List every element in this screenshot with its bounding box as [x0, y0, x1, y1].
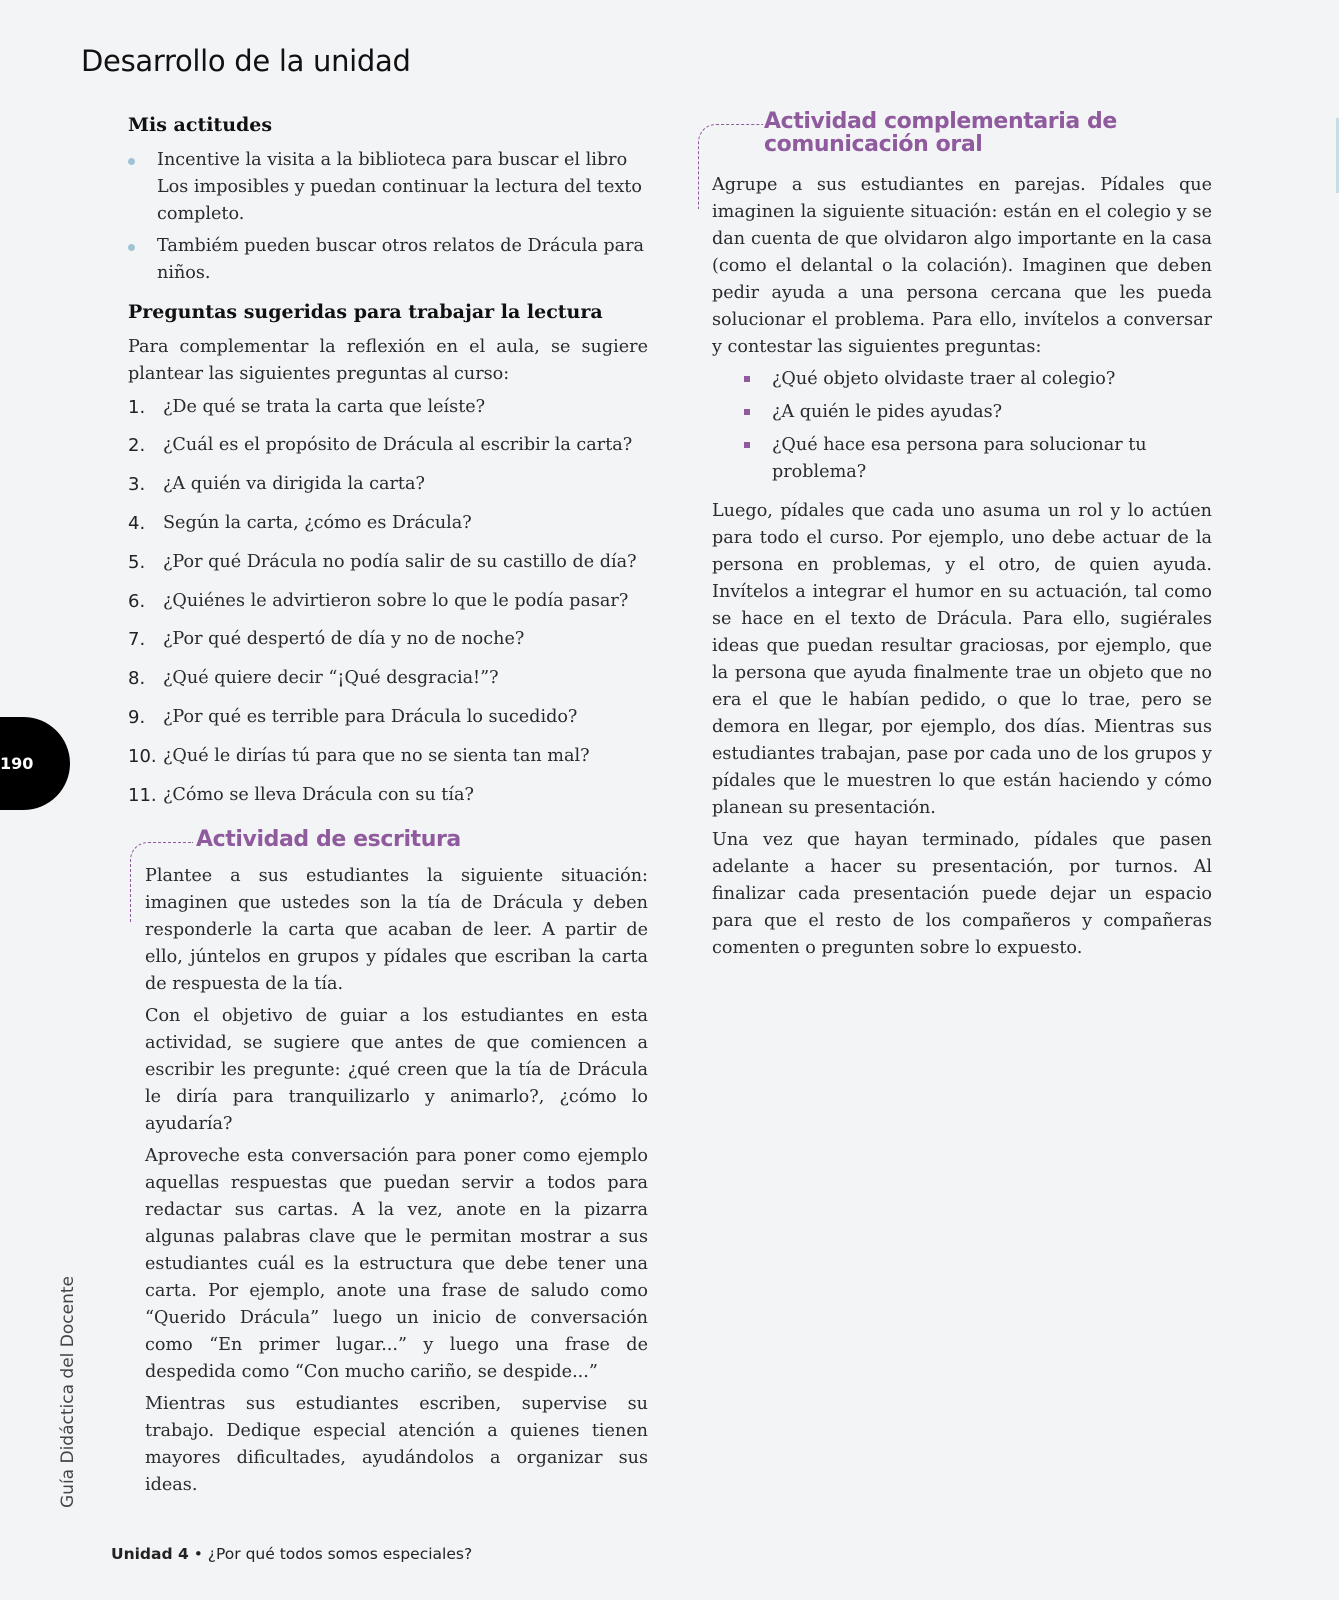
escritura-paragraph: Mientras sus estudiantes escriben, supervise su trabajo. Dedique especial atención a quienes tienen mayores dificultades, ayudándolos a organizar sus ideas. [145, 1394, 648, 1496]
oral-question-list [712, 366, 1212, 486]
question-list [128, 394, 648, 821]
question-number: 2. [128, 435, 146, 457]
dashed-bracket [698, 124, 763, 209]
question-number: 8. [128, 668, 146, 690]
question-number: 9. [128, 706, 146, 728]
question-text: ¿A quién va dirigida la carta? [163, 474, 425, 495]
question-text: ¿Cuál es el propósito de Drácula al escribir la carta? [163, 435, 633, 456]
page-title: Desarrollo de la unidad [81, 44, 411, 78]
question-number: 4. [128, 512, 146, 534]
left-column [128, 110, 648, 1504]
list-item [128, 147, 648, 228]
footer-title: ¿Por qué todos somos especiales? [207, 1545, 473, 1563]
question-item [128, 432, 648, 471]
list-item [744, 432, 1212, 486]
question-item [128, 626, 648, 665]
page-number-tab [0, 717, 70, 810]
mis-actitudes-heading: Mis actitudes [128, 114, 273, 136]
oral-title-line: Actividad complementaria de [764, 109, 1117, 134]
square-bullet-icon [744, 442, 750, 448]
question-text: ¿Por qué despertó de día y no de noche? [163, 629, 525, 650]
question-number: 1. [128, 396, 146, 418]
question-number: 7. [128, 629, 146, 651]
side-label: Guía Didáctica del Docente [58, 1276, 78, 1508]
question-text: ¿Cómo se lleva Drácula con su tía? [163, 784, 474, 805]
question-item [128, 588, 648, 627]
list-item-text: ¿A quién le pides ayudas? [772, 402, 1003, 422]
question-item [128, 394, 648, 433]
list-item-text: Tambiém pueden buscar otros relatos de Drácula para niños. [157, 235, 645, 283]
question-text: ¿Por qué es terrible para Drácula lo sucedido? [163, 706, 578, 727]
question-number: 6. [128, 590, 146, 612]
footer [111, 1545, 472, 1563]
oral-paragraph: Luego, pídales que cada uno asuma un rol y lo actúen para todo el curso. Por ejemplo, uno debe actuar de la persona en problemas, y el otro, de quien ayuda. Invítelos a integrar el humor en su actuación, tal como se hace en el texto de Drácula. Para ello, sugiérales ideas que puedan resultar graciosas, por ejemplo, que la persona que ayuda finalmente trae un objeto que no era el que le habían pedido, o que lo trae, pero se demora en llegar, por ejemplo, dos días. Mientras sus estudiantes trabajan, pase por cada uno de los grupos y pídales que le muestren lo que están haciendo y cómo planean su presentación. [712, 501, 1212, 818]
oral-intro: Agrupe a sus estudiantes en parejas. Pídales que imaginen la siguiente situación: están en el colegio y se dan cuenta de que olvidaron algo importante en la casa (como el delantal o la colación). Imaginen que deben pedir ayuda a una persona cercana que les pueda solucionar el problema. Para ello, invítelos a conversar y contestar las siguientes preguntas: [712, 175, 1212, 357]
question-number: 5. [128, 551, 146, 573]
oral-paragraph: Una vez que hayan terminado, pídales que pasen adelante a hacer su presentación, por turnos. Al finalizar cada presentación puede dejar un espacio para que el resto de los compañeros y compañeras comenten o pregunten sobre lo expuesto. [712, 830, 1212, 958]
bullet-dot-icon [128, 244, 135, 251]
oral-section [712, 110, 1212, 962]
footer-separator: • [188, 1545, 208, 1563]
bullet-dot-icon [128, 158, 135, 165]
question-text: ¿Qué le dirías tú para que no se sienta tan mal? [163, 745, 590, 766]
square-bullet-icon [744, 376, 750, 382]
question-item [128, 665, 648, 704]
dashed-bracket [130, 842, 193, 923]
preguntas-intro: Para complementar la reflexión en el aula, se sugiere plantear las siguientes preguntas al curso: [128, 336, 648, 384]
question-item [128, 743, 648, 782]
escritura-paragraph: Con el objetivo de guiar a los estudiantes en esta actividad, se sugiere que antes de que comiencen a escribir les pregunte: ¿qué creen que la tía de Drácula le diría para tranquilizarlo y animarlo?, ¿cómo lo ayudaría? [145, 1006, 648, 1135]
list-item-text: Incentive la visita a la biblioteca para buscar el libro Los imposibles y puedan continuar la lectura del texto completo. [157, 149, 642, 224]
preguntas-heading: Preguntas sugeridas para trabajar la lectura [128, 300, 603, 323]
list-item-text: ¿Qué hace esa persona para solucionar tu problema? [772, 435, 1147, 482]
right-column [712, 110, 1212, 967]
question-item [128, 510, 648, 549]
list-item [744, 399, 1212, 426]
escritura-section [128, 828, 648, 1499]
question-item [128, 471, 648, 510]
question-item [128, 704, 648, 743]
question-item [128, 782, 648, 821]
question-item [128, 549, 648, 588]
list-item [744, 366, 1212, 393]
question-number: 11. [128, 784, 157, 806]
list-item-text: ¿Qué objeto olvidaste traer al colegio? [772, 369, 1116, 389]
question-text: ¿Por qué Drácula no podía salir de su castillo de día? [163, 551, 637, 572]
footer-unit: Unidad 4 [111, 1545, 189, 1563]
page-number: 190 [0, 754, 34, 773]
escritura-title: Actividad de escritura [196, 827, 461, 853]
question-number: 10. [128, 745, 157, 767]
question-number: 3. [128, 474, 146, 496]
question-text: ¿Qué quiere decir “¡Qué desgracia!”? [163, 668, 499, 689]
question-text: ¿Quiénes le advirtieron sobre lo que le podía pasar? [163, 590, 629, 611]
mis-actitudes-list [128, 147, 648, 287]
oral-title-line: comunicación oral [764, 132, 983, 157]
question-text: Según la carta, ¿cómo es Drácula? [163, 512, 472, 533]
question-text: ¿De qué se trata la carta que leíste? [163, 396, 486, 417]
square-bullet-icon [744, 409, 750, 415]
escritura-paragraph: Aproveche esta conversación para poner como ejemplo aquellas respuestas que puedan servir a todos para redactar sus cartas. A la vez, anote en la pizarra algunas palabras clave que le permitan mostrar a sus estudiantes cuál es la estructura que debe tener una carta. Por ejemplo, anote una frase de saludo como “Querido Drácula” luego un inicio de conversación como “En primer lugar...” y luego una frase de despedida como “Con mucho cariño, se despide...” [145, 1146, 648, 1383]
list-item [128, 233, 648, 287]
escritura-paragraph: Plantee a sus estudiantes la siguiente situación: imaginen que ustedes son la tía de Drácula y deben responderle la carta que acaban de leer. A partir de ello, júntelos en grupos y pídales que escriban la carta de respuesta de la tía. [145, 866, 648, 995]
oral-title [764, 110, 1212, 156]
